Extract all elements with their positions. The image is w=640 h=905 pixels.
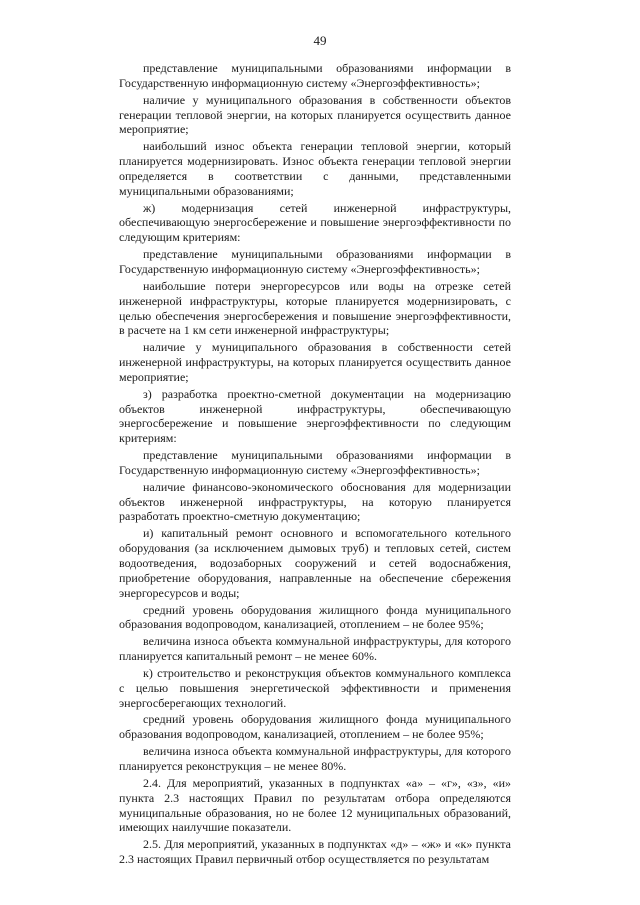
paragraph-wear-capital-repair: величина износа объекта коммунальной инфраструктуры, для которого планируется капитальный ремонт – не менее 60%. xyxy=(119,634,511,664)
paragraph-housing-equipment-2: средний уровень оборудования жилищного фонда муниципального образования водопроводом, канализацией, отоплением – не более 95%; xyxy=(119,712,511,742)
paragraph-clause-2-5: 2.5. Для мероприятий, указанных в подпунктах «д» – «ж» и «к» пункта 2.3 настоящих Правил первичный отбор осуществляется по результатам xyxy=(119,837,511,867)
paragraph-item-i: и) капитальный ремонт основного и вспомогательного котельного оборудования (за исключением дымовых труб) и тепловых сетей, систем водоотведения, водозаборных сооружений и сетей водоснабжения, приобретение оборудования, направленные на обеспечение сбережения энергоресурсов и воды; xyxy=(119,526,511,600)
paragraph-clause-2-4: 2.4. Для мероприятий, указанных в подпунктах «а» – «г», «з», «и» пункта 2.3 настоящих Правил по результатам отбора определяются муниципальные образования, но не более 12 муниципальных образований, имеющих наилучшие показатели. xyxy=(119,775,511,835)
paragraph-network-ownership: наличие у муниципального образования в собственности сетей инженерной инфраструктуры, на которых планируется осуществить данное мероприятие; xyxy=(119,340,511,384)
paragraph-item-z: з) разработка проектно-сметной документации на модернизацию объектов инженерной инфраструктуры, обеспечивающую энергосбережение и повышение энергоэффективности по следующим критериям: xyxy=(119,386,511,446)
paragraph-network-losses: наибольшие потери энергоресурсов или воды на отрезке сетей инженерной инфраструктуры, которые планируется модернизировать, с целью обеспечения энергосбережения и повышение энергоэффективности, в расчете на 1 км сети инженерной инфраструктуры; xyxy=(119,278,511,338)
page-number: 49 xyxy=(313,33,327,48)
paragraph-housing-equipment-1: средний уровень оборудования жилищного фонда муниципального образования водопроводом, канализацией, отоплением – не более 95%; xyxy=(119,602,511,632)
paragraph-presentation-2: представление муниципальными образованиями информации в Государственную информационную систему «Энергоэффективность»; xyxy=(119,247,511,276)
paragraph-economic-justification: наличие финансово-экономического обоснования для модернизации объектов инженерной инфраструктуры, на которую планируется разработать проектно-сметную документацию; xyxy=(119,479,511,524)
paragraph-item-zh: ж) модернизация сетей инженерной инфраструктуры, обеспечивающую энергосбережение и повышение энергоэффективности по следующим критериям: xyxy=(119,200,511,245)
paragraph-heat-generation-ownership: наличие у муниципального образования в собственности объектов генерации тепловой энергии, на которых планируется осуществить данное мероприятие; xyxy=(119,92,511,137)
paragraph-presentation-1: представление муниципальными образованиями информации в Государственную информационную систему «Энергоэффективность»; xyxy=(119,61,511,90)
paragraph-presentation-3: представление муниципальными образованиями информации в Государственную информационную систему «Энергоэффективность»; xyxy=(119,448,511,477)
document-body xyxy=(119,61,511,869)
paragraph-heat-generation-wear: наибольший износ объекта генерации тепловой энергии, который планируется модернизировать. Износ объекта генерации тепловой энергии определяется в соответствии с данными, представленными муниципальными образованиями; xyxy=(119,139,511,198)
paragraph-item-k: к) строительство и реконструкция объектов коммунального комплекса с целью повышения энергетической эффективности и применения энергосберегающих технологий. xyxy=(119,665,511,710)
paragraph-wear-reconstruction: величина износа объекта коммунальной инфраструктуры, для которого планируется реконструкция – не менее 80%. xyxy=(119,744,511,773)
